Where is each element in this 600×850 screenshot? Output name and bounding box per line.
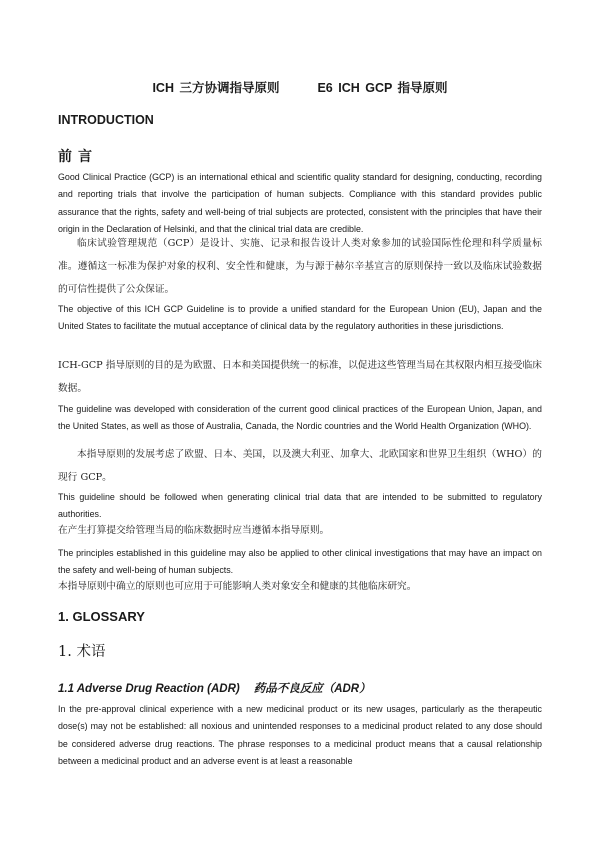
title-left: ICH 三方协调指导原则 — [152, 81, 280, 95]
document-title — [0, 78, 600, 96]
introduction-heading: INTRODUCTION — [58, 113, 154, 127]
paragraph-4-en: This guideline should be followed when generating clinical trial data that are intended to be submitted to regulatory authorities. — [58, 492, 542, 520]
glossary-heading-cn: 1. 术语 — [58, 644, 106, 660]
paragraph-1-en: Good Clinical Practice (GCP) is an international ethical and scientific quality standard for designing, conducting, recording and reporting trials that involve the participation of human subjects. Compliance with this standard provides public assurance that the rights, safety and well-being of trial subjects are protected, consistent with the principles that have their origin in the Declaration of Helsinki, and that the clinical trial data are credible. — [58, 172, 542, 234]
title-right: E6 ICH GCP 指导原则 — [317, 81, 448, 95]
paragraph-5-cn: 本指导原则中确立的原则也可应用于可能影响人类对象安全和健康的其他临床研究。 — [58, 581, 417, 592]
glossary-heading: 1. GLOSSARY — [58, 609, 145, 624]
adr-definition: In the pre-approval clinical experience with a new medicinal product or its new usages, particularly as the therapeutic dose(s) may not be established: all noxious and unintended responses to a medicinal product related to any dose should be considered adverse drug reactions. The phrase responses to a medicinal product means that a causal relationship between a medicinal product and an adverse event is at least a reasonable — [58, 704, 542, 766]
paragraph-1-cn: 临床试验管理规范（GCP）是设计、实施、记录和报告设计人类对象参加的试验国际性伦理和科学质量标准。遵循这一标准为保护对象的权利、安全性和健康，为与源于赫尔辛基宣言的原则保持一致以及临床试验数据的可信性提供了公众保证。 — [58, 238, 542, 296]
adr-subheading — [58, 680, 371, 696]
paragraph-3-cn: 本指导原则的发展考虑了欧盟、日本、美国，以及澳大利亚、加拿大、北欧国家和世界卫生组织（WHO）的现行 GCP。 — [58, 449, 542, 484]
paragraph-5-en: The principles established in this guideline may also be applied to other clinical investigations that may have an impact on the safety and well-being of human subjects. — [58, 548, 542, 576]
adr-subheading-cn: 药品不良反应（ADR） — [253, 683, 371, 695]
paragraph-2-en: The objective of this ICH GCP Guideline is to provide a unified standard for the European Union (EU), Japan and the United States to facilitate the mutual acceptance of clinical data by the regulatory authorities in these jurisdictions. — [58, 304, 542, 332]
paragraph-2-cn: ICH-GCP 指导原则的目的是为欧盟、日本和美国提供统一的标准，以促进这些管理当局在其权限内相互接受临床数据。 — [58, 360, 542, 395]
paragraph-4-cn: 在产生打算提交给管理当局的临床数据时应当遵循本指导原则。 — [58, 525, 330, 536]
adr-subheading-en: 1.1 Adverse Drug Reaction (ADR) — [58, 683, 240, 695]
introduction-heading-cn: 前言 — [58, 149, 98, 165]
paragraph-3-en: The guideline was developed with consideration of the current good clinical practices of the European Union, Japan, and the United States, as well as those of Australia, Canada, the Nordic countries and the World Health Organization (WHO). — [58, 404, 542, 432]
